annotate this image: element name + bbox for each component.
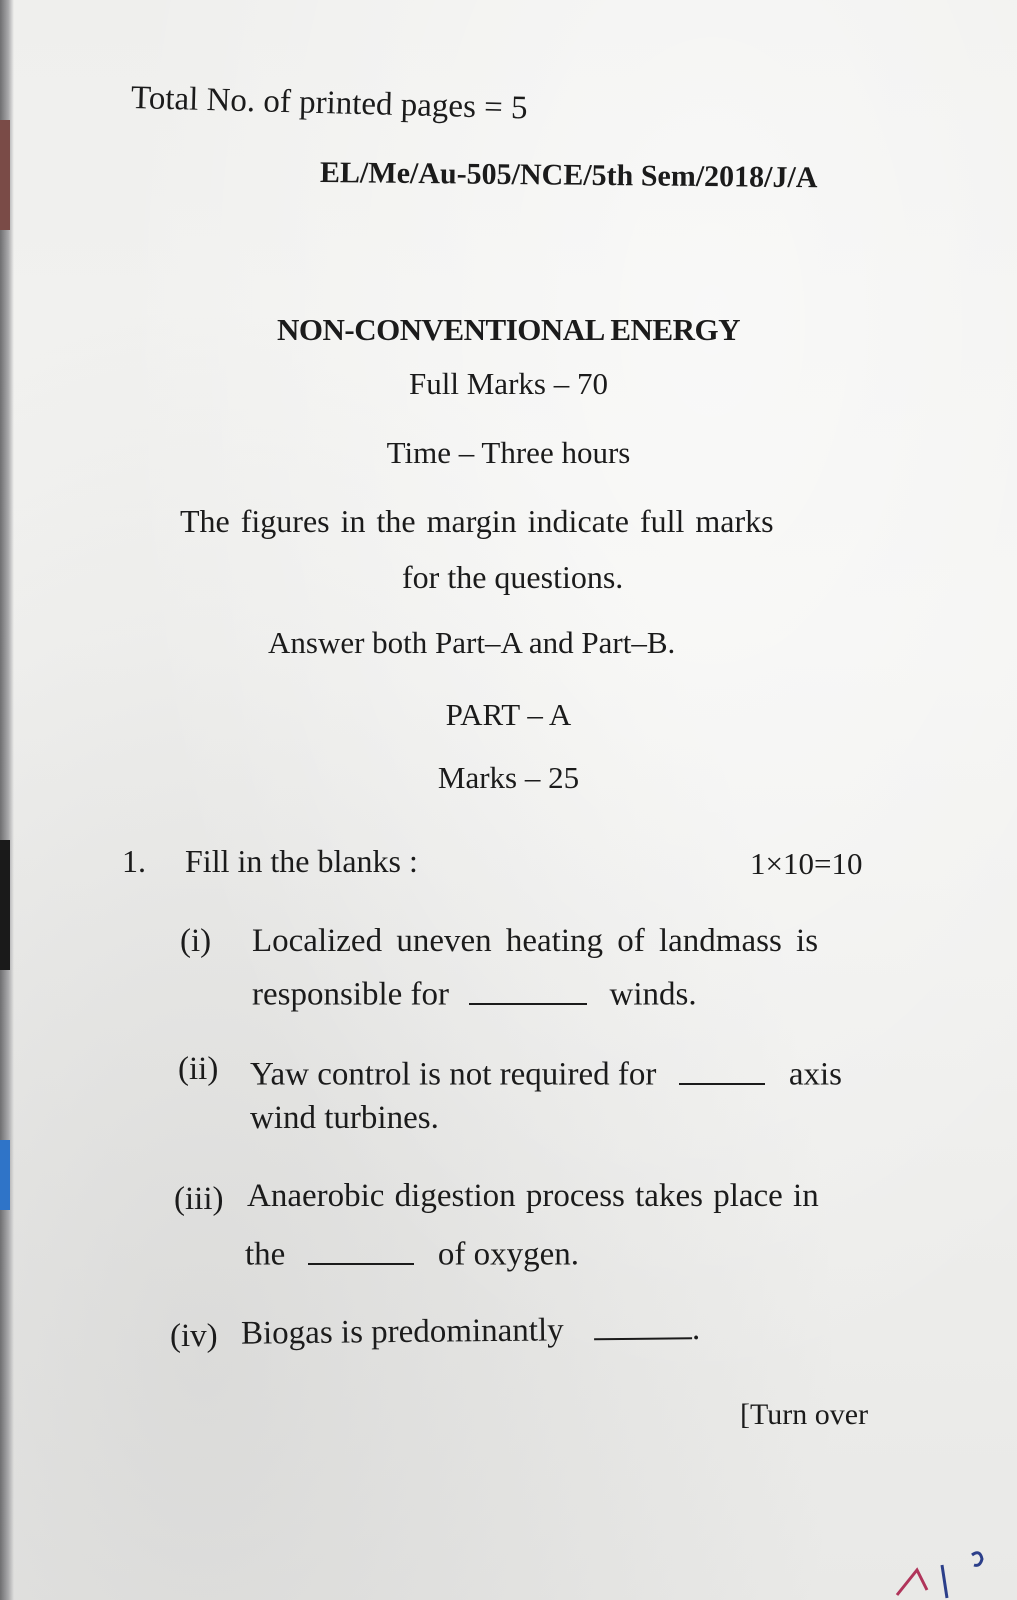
item-label: (i) [180, 923, 212, 959]
instruction-line-1: The figures in the margin indicate full marks [180, 503, 774, 539]
item-text-pre: responsible for [252, 976, 450, 1013]
ink-scribble [887, 1540, 997, 1600]
instruction-line-2: for the questions. [402, 559, 624, 595]
binding-mark [0, 840, 10, 970]
item-text-post: of oxygen. [437, 1236, 579, 1273]
answer-blank [679, 1053, 765, 1085]
item-text [245, 1233, 579, 1272]
paper-code: EL/Me/Au-505/NCE/5th Sem/2018/J/A [319, 156, 818, 195]
item-text [252, 973, 697, 1012]
question-number: 1. [122, 843, 146, 879]
subject-title: NON-CONVENTIONAL ENERGY [276, 312, 741, 347]
answer-blank [308, 1233, 414, 1265]
page-left-shadow [0, 0, 14, 1600]
full-marks: Full Marks – 70 [409, 366, 608, 401]
answer-blank [594, 1307, 692, 1340]
part-a-heading: PART – A [445, 697, 572, 732]
total-pages-line: Total No. of printed pages = 5 [130, 80, 528, 127]
binding-mark [0, 120, 10, 230]
item-text-post: axis [788, 1056, 843, 1093]
item-label: (iii) [174, 1181, 224, 1217]
item-text [250, 1053, 842, 1092]
time-allowed: Time – Three hours [386, 435, 631, 470]
item-text [241, 1307, 701, 1350]
answer-blank [469, 973, 587, 1005]
turn-over: [Turn over [740, 1398, 869, 1431]
item-text-pre: Yaw control is not required for [250, 1056, 657, 1093]
item-text-post: . [691, 1310, 701, 1347]
item-text: Anaerobic digestion process takes place in [247, 1178, 819, 1214]
question-marks: 1×10=10 [750, 846, 863, 881]
item-label: (iv) [170, 1318, 218, 1354]
item-text-pre: the [245, 1236, 286, 1273]
item-text: wind turbines. [250, 1100, 439, 1136]
question-text: Fill in the blanks : [185, 843, 418, 879]
item-label: (ii) [178, 1051, 219, 1087]
item-text: Localized uneven heating of landmass is [252, 923, 819, 959]
item-text-post: winds. [609, 976, 697, 1013]
part-a-marks: Marks – 25 [437, 760, 580, 795]
item-text-pre: Biogas is predominantly [240, 1312, 564, 1352]
answer-instruction: Answer both Part–A and Part–B. [268, 625, 676, 660]
binding-mark [0, 1140, 10, 1210]
